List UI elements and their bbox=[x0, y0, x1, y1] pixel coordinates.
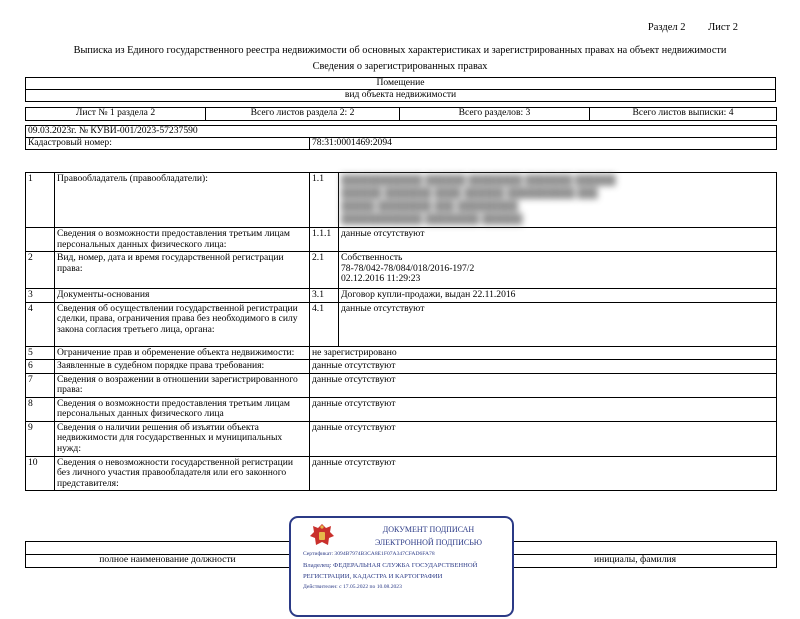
stamp-validity: Действителен: с 17.05.2022 по 10.08.2023 bbox=[303, 584, 402, 590]
row-number: 8 bbox=[26, 397, 55, 421]
row-number: 9 bbox=[26, 421, 55, 456]
table-row bbox=[26, 360, 777, 374]
row-value bbox=[339, 252, 777, 289]
row-code: 1.1 bbox=[310, 173, 339, 228]
registration-datetime: 02.12.2016 11:29:23 bbox=[341, 273, 421, 285]
table-row bbox=[26, 289, 777, 303]
row-number: 7 bbox=[26, 373, 55, 397]
document-title: Выписка из Единого государственного реестра недвижимости об основных характеристиках и зарегистрированных правах на объект недвижимости bbox=[73, 45, 727, 56]
row-number: 6 bbox=[26, 360, 55, 374]
stamp-line1: ДОКУМЕНТ ПОДПИСАН bbox=[382, 525, 475, 534]
sheet-of-section: Лист № 1 раздела 2 bbox=[26, 108, 206, 121]
row-label: Документы-основания bbox=[55, 289, 310, 303]
row-number: 3 bbox=[26, 289, 55, 303]
object-kind-label: вид объекта недвижимости bbox=[26, 90, 776, 102]
stamp-line2: ЭЛЕКТРОННОЙ ПОДПИСЬЮ bbox=[374, 538, 483, 547]
total-sections: Всего разделов: 3 bbox=[400, 108, 590, 121]
table-row bbox=[26, 373, 777, 397]
stamp-owner-continued: РЕГИСТРАЦИИ, КАДАСТРА И КАРТОГРАФИИ bbox=[303, 573, 443, 580]
stamp-owner: Владелец: ФЕДЕРАЛЬНАЯ СЛУЖБА ГОСУДАРСТВЕННОЙ bbox=[303, 562, 478, 569]
row-label: Заявленные в судебном порядке права требования: bbox=[55, 360, 310, 374]
row-number: 2 bbox=[26, 252, 55, 289]
document-subtitle: Сведения о зарегистрированных правах bbox=[312, 61, 488, 72]
row-number: 5 bbox=[26, 346, 55, 360]
row-value: данные отсутствуют bbox=[310, 397, 777, 421]
row-label: Ограничение прав и обременение объекта недвижимости: bbox=[55, 346, 310, 360]
page-header-right bbox=[628, 22, 738, 34]
registration-number: 78-78/042-78/084/018/2016-197/2 bbox=[341, 262, 475, 274]
row-label: Сведения о возражении в отношении зарегистрированного права: bbox=[55, 373, 310, 397]
row-label: Сведения о возможности предоставления третьим лицам персональных данных физического лица: bbox=[55, 228, 310, 252]
row-code: 2.1 bbox=[310, 252, 339, 289]
row-number bbox=[26, 228, 55, 252]
cadastral-number: 78:31:0001469:2094 bbox=[310, 138, 777, 150]
section-label: Раздел 2 bbox=[647, 22, 686, 33]
table-row bbox=[26, 346, 777, 360]
table-row bbox=[26, 421, 777, 456]
row-label: Правообладатель (правообладатели): bbox=[55, 173, 310, 228]
document-date-number: 09.03.2023г. № КУВИ-001/2023-57237590 bbox=[26, 126, 777, 138]
row-code: 1.1.1 bbox=[310, 228, 339, 252]
table-row bbox=[26, 252, 777, 289]
electronic-signature-stamp bbox=[289, 516, 514, 617]
row-value: данные отсутствуют bbox=[339, 228, 777, 252]
object-name: Помещение bbox=[26, 78, 776, 90]
total-extract-sheets: Всего листов выписки: 4 bbox=[590, 108, 777, 121]
row-value: Договор купли-продажи, выдан 22.11.2016 bbox=[339, 289, 777, 303]
sheet-label: Лист 2 bbox=[708, 22, 738, 33]
row-label: Вид, номер, дата и время государственной регистрации права: bbox=[55, 252, 310, 289]
table-row bbox=[26, 456, 777, 491]
row-code: 3.1 bbox=[310, 289, 339, 303]
cadastral-label: Кадастровый номер: bbox=[26, 138, 310, 150]
right-type: Собственность bbox=[341, 252, 403, 264]
row-label: Сведения о наличии решения об изъятии объекта недвижимости для государственных и муниципальных нужд: bbox=[55, 421, 310, 456]
table-row bbox=[26, 228, 777, 252]
document-info-table bbox=[25, 125, 777, 150]
signature-name-blank bbox=[494, 542, 777, 555]
total-section-sheets: Всего листов раздела 2: 2 bbox=[206, 108, 400, 121]
row-code: 4.1 bbox=[310, 302, 339, 346]
sheets-table bbox=[25, 107, 777, 121]
row-label: Сведения о возможности предоставления третьим лицам персональных данных физического лица bbox=[55, 397, 310, 421]
signature-position-label: полное наименование должности bbox=[26, 555, 310, 568]
table-row bbox=[26, 302, 777, 346]
stamp-certificate: Сертификат: 3094B7974B3CA8E1F07A347CFAD6FA78 bbox=[303, 551, 435, 557]
row-value: данные отсутствуют bbox=[310, 421, 777, 456]
row-label: Сведения о невозможности государственной регистрации без личного участия правообладателя или его законного представителя: bbox=[55, 456, 310, 491]
object-table bbox=[25, 77, 776, 102]
row-number: 10 bbox=[26, 456, 55, 491]
signature-position-blank bbox=[26, 542, 310, 555]
rights-table bbox=[25, 172, 777, 491]
redacted-text: ████████████ ██████ ████████ ███████ ██████ ██████ ███████ ████ ██████ ██████████ ███ █████ ████████ ███ █████████ ████████████ ████████ ██████ bbox=[341, 175, 616, 225]
row-value: данные отсутствуют bbox=[310, 456, 777, 491]
redacted-owner bbox=[339, 173, 777, 228]
row-value: данные отсутствуют bbox=[310, 373, 777, 397]
row-value: данные отсутствуют bbox=[310, 360, 777, 374]
row-value: не зарегистрировано bbox=[310, 346, 777, 360]
row-number: 4 bbox=[26, 302, 55, 346]
signature-name-label: инициалы, фамилия bbox=[494, 555, 777, 568]
table-row bbox=[26, 173, 777, 228]
row-value: данные отсутствуют bbox=[339, 302, 777, 346]
table-row bbox=[26, 397, 777, 421]
row-number: 1 bbox=[26, 173, 55, 228]
row-label: Сведения об осуществлении государственной регистрации сделки, права, ограничения права без необходимого в силу закона согласия третьего лица, органа: bbox=[55, 302, 310, 346]
